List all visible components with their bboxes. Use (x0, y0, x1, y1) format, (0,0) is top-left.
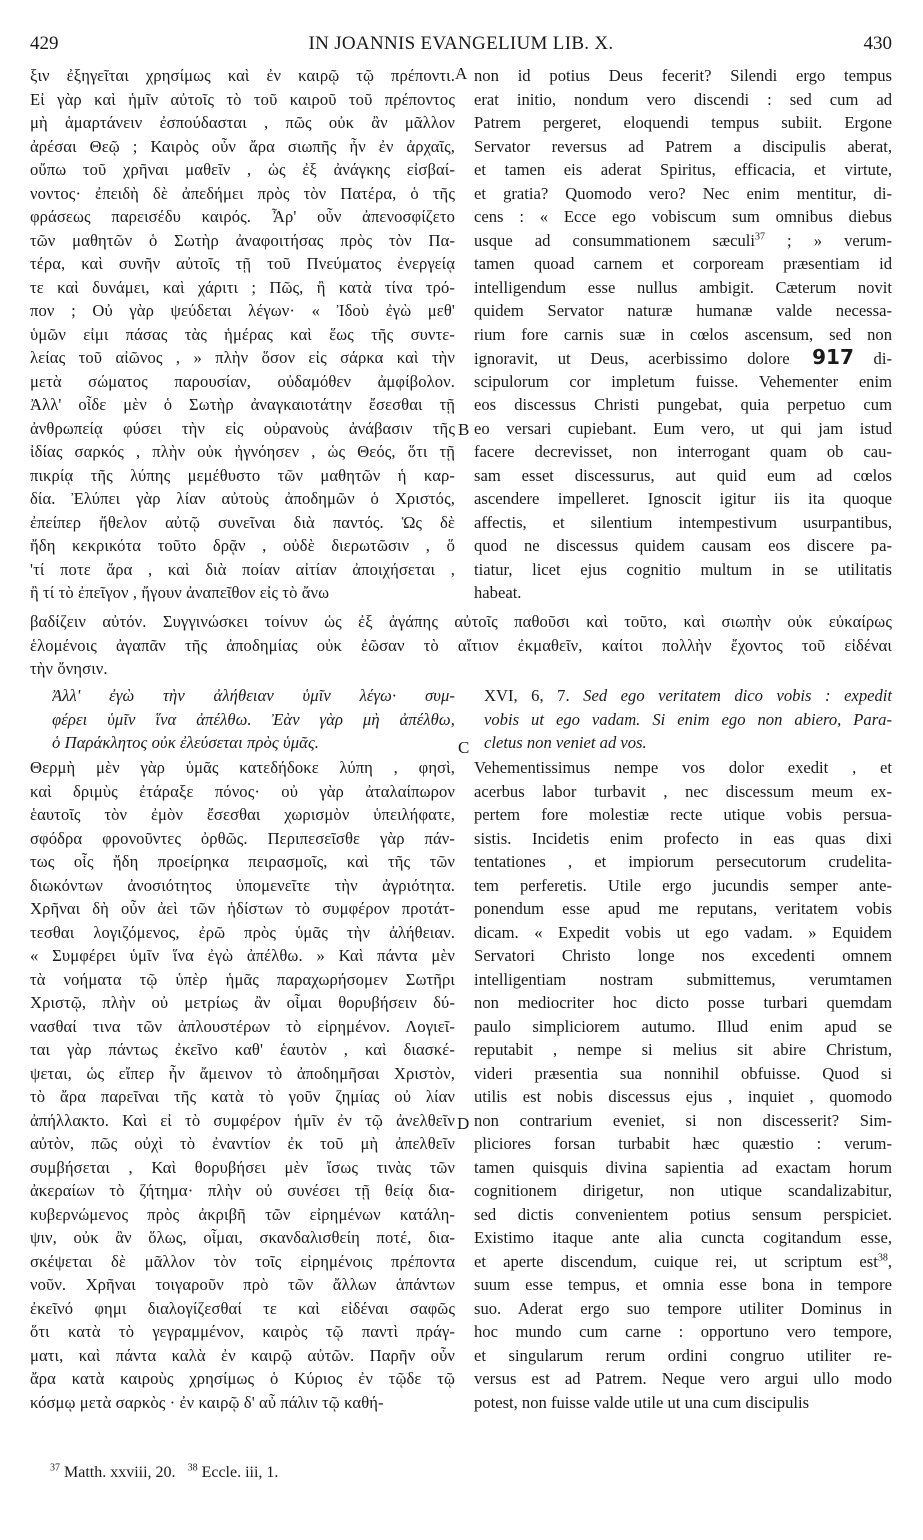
text-line: ψεται, ὡς εἴπερ ἦν ἄμεινον τὸ ἀποδημῆσαι Χριστὸν, (30, 1063, 455, 1083)
text-line: et tamen eis aderat Spiritus, efficacia, et virtute, (474, 160, 892, 179)
text-line: τὴν ὄνησιν. (30, 659, 108, 678)
greek-full-width-text (30, 610, 892, 681)
text-line: δία. Ἐλύπει γὰρ λίαν αὐτοὺς ἀποδημῶν ὁ Χριστός, (30, 489, 455, 508)
text-line: ψιν, οὐκ ἂν ὅλως, οἶμαι, σκανδαλισθείη ποτέ, δια- (30, 1228, 455, 1247)
text-line: Vehementissimus nempe vos dolor exedit , et (474, 758, 892, 777)
text-line: ἀνθρωπείᾳ φύσει τὴν εἰς οὐρανοὺς ἀνάβασιν τῆς (30, 418, 455, 438)
text-line: hoc mundo cum carne : opportuno vero tempore, (474, 1322, 892, 1341)
text-line: ἀκεραίων τὸ ζήτημα· πλὴν οὐ συνέσει τῇ θείᾳ δια- (30, 1181, 455, 1200)
text-line: versus est ad Patrem. Neque vero argui ullo modo (474, 1369, 892, 1388)
text-line: non contrarium eveniet, si non discesserit? Sim- (474, 1110, 892, 1130)
text-line: eo versari cupiebant. Eum vero, ut qui jam istud (474, 418, 892, 438)
text-line: ἰδίας σαρκός , πλὴν οὐκ ἠγνόησεν , ὡς Θεός, ὅτι τῇ (30, 442, 455, 461)
text-line: pertem fore molestiæ recte utique vobis persua- (474, 805, 892, 824)
text-line: καὶ δριμὺς ἐτάραξε πόνος· οὐ γὰρ ἀταλαίπωρον (30, 781, 455, 801)
greek-section-heading (52, 684, 455, 755)
margin-marker-a: A (455, 64, 468, 83)
text-line: Χριστῷ, πλὴν οὐ μετρίως ἂν οἶμαι θορυβήσειν δύ- (30, 993, 455, 1012)
text-line: tem perferetis. Utile ergo jucundis semper ante- (474, 875, 892, 895)
text-line: vobis ut ego vadam. Si enim ego non abiero, Para- (484, 709, 892, 729)
text-line: tentationes , et impiorum persecutorum crudelita- (474, 852, 892, 871)
text-line: et aperte discendum, cuique rei, ut scriptum est$^{38}$, (474, 1251, 892, 1271)
text-line: suo. Aderat ergo suo tempore utiliter Dominus in (474, 1298, 892, 1318)
text-line: τέρα, καὶ συνῆν αὐτοῖς τῇ τοῦ Πνεύματος ἐνεργείᾳ (30, 254, 455, 273)
text-line: cognitionem dirigetur, non utique scandalizabitur, (474, 1181, 892, 1200)
text-line: erat initio, nondum vero discendi : sed cum ad (474, 89, 892, 109)
text-line: σκέψεται δὲ μᾶλλον τὸν τοῖς εἰρημένοις πρέποντα (30, 1251, 455, 1271)
text-line: affectis, et silentium intempestivum usurpantibus, (474, 512, 892, 532)
text-line: Servatori Christo longe nos excedenti omnem (474, 946, 892, 965)
text-line: sistis. Incidetis enim profecto in eas quas dixi (474, 828, 892, 848)
footnote-ref-mark-38: 38 (877, 1251, 888, 1263)
text-line: φράσεως παρεισέδυ καιρός. Ἆρ' οὖν ἀπενοσφίζετο (30, 207, 455, 226)
greek-column-top (30, 64, 455, 605)
text-line: ponendum esse apud me reputans, veritatem vobis (474, 899, 892, 918)
text-line: τως οἷς ἤδη προείρηκα πειρασμοῖς, καὶ τῆς τῶν (30, 852, 455, 871)
text-line: « Συμφέρει ὑμῖν ἵνα ἐγὼ ἀπέλθω. » Καὶ πάντα μὲν (30, 946, 455, 965)
text-line: intelligendum esse nullus ambigit. Cæterum novit (474, 277, 892, 297)
text-line: rium fore carnis suæ in cœlos ascensum, sed non (474, 324, 892, 344)
hyphenated-fragment: di- (853, 349, 892, 368)
text-line: διωκόντων ἀνοσιότητος ὑπομενεῖτε τὴν ἀγριότητα. (30, 875, 455, 895)
text-line: πον ; Οὐ γὰρ ψεύδεται λέγων· « Ἰδοὺ ἐγὼ μεθ' (30, 301, 455, 320)
text-line: dicam. « Expedit vobis ut ego vadam. » Equidem (474, 922, 892, 942)
text-line: et singularum rerum ordini congruo utiliter re- (474, 1345, 892, 1365)
text-line: Χρῆναι δὴ οὖν ἀεὶ τῶν ἡδίστων τὸ συμφέρον προτάτ- (30, 899, 455, 918)
text-line: XVI, 6, 7. Sed ego veritatem dico vobis : expedit (484, 686, 892, 705)
text-line: ἑαυτοῖς τὸν ἐμὸν ἔσεσθαι χωρισμὸν ὑπειλήφατε, (30, 805, 455, 824)
text-line: intelligentiam nostram submittemus, verumtamen (474, 969, 892, 989)
text-line: σφόδρα φρονοῦντες ὀρθῶς. Περιπεσεῖσθε γὰρ πάν- (30, 828, 455, 848)
text-line: potest, non fuisse valde utile ut una cum discipulis (474, 1392, 810, 1412)
text-line: Ἀλλ' οἶδε μὲν ὁ Σωτὴρ ἀναγκαιοτάτην ἔσεσθαι τῇ (30, 395, 455, 414)
text-line: tamen quisquis divina sapientia ad exactam horum (474, 1157, 892, 1177)
text-line: Εἰ γὰρ καὶ ἡμῖν αὐτοῖς τὸ τοῦ καιροῦ τοῦ πρέποντος (30, 89, 455, 109)
text-line: eos discessus Christi pungebat, quia perpetuo cum (474, 395, 892, 414)
text-line: videri præsentia sua nonnihil obfuisse. Quod si (474, 1063, 892, 1083)
text-line: ἐπείπερ ἤθελον αὐτῷ συνεῖναι διὰ παντός. Ὡς δὲ (30, 512, 455, 532)
footnote-mark-37: 37 (50, 1462, 60, 1474)
text-line: τῶν μαθητῶν ὁ Σωτὴρ ἀναφοιτήσας πρὸς τὸν Πα- (30, 230, 455, 250)
text-line: οὔπω τοῦ χρῆναι μαθεῖν , ὡς ἐξ ἀνάγκης εἰσβαί- (30, 160, 455, 179)
text-line: ἀρέσαι Θεῷ ; Καιρὸς οὖν ἄρα σιωπῆς ἦν ἐν ἀρχαῖς, (30, 136, 455, 156)
text-line: tamen quoad carnem et corpoream præsentiam id (474, 254, 892, 273)
text-line: non id potius Deus fecerit? Silendi ergo tempus (474, 66, 892, 85)
text-line: νοῦν. Χρῆναι τοιγαροῦν πρὸ τῶν ἄλλων ἁπάντων (30, 1275, 455, 1294)
text-line: ignoravit, ut Deus, acerbissimo dolore 917 di- (474, 346, 892, 369)
text-line: utilis est nobis discessus ejus , inquiet , quomodo (474, 1087, 892, 1106)
text-line: suum esse tempus, et omnia esse bona in tempore (474, 1275, 892, 1294)
running-title: IN JOANNIS EVANGELIUM LIB. X. (308, 33, 614, 54)
text-line: Θερμὴ μὲν γὰρ ὑμᾶς κατεδήδοκε λύπη , φησὶ, (30, 758, 455, 777)
text-line: facere decrevisset, non interrogant quam ob cau- (474, 442, 892, 461)
text-line: scipulorum cor impletum fuisse. Vehementer enim (474, 371, 892, 391)
text-line: ἢ τί τὸ ἐπεῖγον , ἤγουν ἀναπεῖθον εἰς τὸ ἄνω (30, 583, 330, 602)
text-line: ἀπήλλακτο. Καὶ εἰ τὸ συμφέρον ἡμῖν ἐν τῷ ἀνελθεῖν (30, 1110, 455, 1130)
text-line: ἑλομένοις ἀγαπᾶν τῆς ἀποδημίας οὐκ ἐῶσαν τὸ αἴτιον ἐκμαθεῖν, καίτοι πολλὴν ἔχοντος τοῦ εἰδέναι (30, 635, 892, 655)
text-line: ται γὰρ πάντως ἐκεῖνο καθ' ἑαυτὸν , καὶ διασκέ- (30, 1040, 455, 1059)
text-line: ξιν ἐξηγεῖται χρησίμως καὶ ἐν καιρῷ τῷ πρέποντι. (30, 66, 455, 85)
margin-marker-d: D (457, 1114, 470, 1133)
text-line: acerbus labor turbavit , nec discessum meum ex- (474, 781, 892, 801)
text-line: τε καὶ δυνάμει, καὶ χάριτι ; Πῶς, ἢ κατὰ τίνα τρό- (30, 277, 455, 297)
text-line: νασθαί τινα τῶν ἀπλουστέρων τὸ εἰρημένον. Λογιεῖ- (30, 1016, 455, 1036)
text-line: μετὰ σώματος παρουσίαν, οὐδαμόθεν ἀμφίβολον. (30, 371, 455, 391)
text-line: ὅτι κατὰ τὸ γεγραμμένον, καιρὸς τῷ παντὶ πράγ- (30, 1322, 455, 1341)
text-line: κυβερνώμενος πρὸς ἀκριβῆ τῶν εἰρημένων κατάλη- (30, 1204, 455, 1224)
text-line: αὐτὸν, πῶς οὐχὶ τὸ ἐναντίον ἐκ τοῦ μὴ ἀπελθεῖν (30, 1134, 455, 1153)
footnote-ref-1: Matth. xxviii, 20. (64, 1464, 176, 1481)
text-line: ascendere impelleret. Ignoscit igitur iis ita quoque (474, 489, 892, 508)
text-line: Ἀλλ' ἐγὼ τὴν ἀλήθειαν ὑμῖν λέγω· συμ- (52, 686, 455, 705)
text-line: πικρίᾳ τῆς λύπης μεμέθυστο τῶν μαθητῶν ἡ καρ- (30, 465, 455, 485)
text-line: βαδίζειν αὐτόν. Συγγινώσκει τοίνυν ὡς ἐξ ἀγάπης αὐτοῖς παθοῦσι καὶ τοῦτο, καὶ σιωπὴν οὐκ εὐκαίρως (30, 612, 892, 631)
text-line: Patrem pergeret, eloquendi tempus subiit. Ergone (474, 113, 892, 132)
text-line: et gratia? Quomodo vero? Nec enim mentitur, di- (474, 183, 892, 203)
text-line: λείας τοῦ αἰῶνος , » πλὴν ὅσον εἰς σάρκα καὶ τὴν (30, 348, 455, 367)
text-line: sam esset discessurus, aut quid eum ad cœlos (474, 465, 892, 485)
text-line: non mediocriter hoc dicto posse turbari quemdam (474, 993, 892, 1012)
text-line: usque ad consummationem sæculi$^{37}$ ; » verum- (474, 230, 892, 250)
footnote-ref-2: Eccle. iii, 1. (201, 1464, 279, 1481)
latin-column-top (474, 64, 892, 605)
text-line: συμβήσεται , Καὶ θορυβήσει μὲν ἴσως τινὰς τῶν (30, 1157, 455, 1177)
text-line: φέρει ὑμῖν ἵνα ἀπέλθω. Ἐὰν γὰρ μὴ ἀπέλθω, (52, 709, 455, 729)
margin-marker-b: B (458, 420, 470, 439)
latin-section-heading (484, 684, 892, 755)
text-line: ὑμῶν εἰμι πάσας τὰς ἡμέρας καὶ ἕως τῆς συντε- (30, 324, 455, 344)
text-line: quidem Servator naturæ humanæ valde necessa- (474, 301, 892, 320)
text-line: τὰ νοήματα τῷ ὑπὲρ ἡμᾶς παραχωρήσομεν Σωτῆρι (30, 969, 455, 989)
footnote-mark-38: 38 (187, 1462, 198, 1474)
text-line: quod ne discessus quidem causam eos discere pa- (474, 536, 892, 555)
text-line: ἄρα κατὰ καιροὺς χρησίμως ὁ Κύριος ἐν τῷδε τῷ (30, 1369, 455, 1388)
text-line: pliciores forsan turbabit hæc quæstio : verum- (474, 1134, 892, 1153)
text-line: μὴ ἁμαρτάνειν ἐσπούδασται , πῶς οὐκ ἂν μᾶλλον (30, 113, 455, 132)
margin-marker-c: C (458, 738, 470, 757)
page-number-right: 430 (863, 33, 892, 54)
column-number: 917 (789, 346, 854, 369)
latin-column-bottom (474, 756, 892, 1414)
text-line: habeat. (474, 583, 522, 602)
text-line: νοντος· ἐπειδὴ δὲ ἀπεδήμει πρὸς τὸν Πατέρα, ὁ τῆς (30, 183, 455, 203)
running-header (30, 33, 892, 59)
text-line: τὸ ἄρα παρεῖναι τῆς κατὰ τὸ γοῦν ζημίας οὐ λίαν (30, 1087, 455, 1106)
text-line: Servator reversus ad Patrem a discipulis aberat, (474, 136, 892, 156)
text-line: τεσθαι λογιζόμενος, ἐρῶ πρὸς ὑμᾶς τὴν ἀλήθειαν. (30, 922, 455, 942)
text-line: ἐκεῖνό φημι διαλογίζεσθαί τε καὶ εἰδέναι σαφῶς (30, 1298, 455, 1318)
text-line: tiatur, licet ejus cognitio multum in se utilitatis (474, 559, 892, 579)
text-line: reputabit , nempe si melius sit abire Christum, (474, 1040, 892, 1059)
text-line: cletus non veniet ad vos. (484, 733, 647, 752)
greek-column-bottom (30, 756, 455, 1414)
text-line: ματι, καὶ πάντα καλὰ ἐν καιρῷ αὐτῶν. Παρῆν οὖν (30, 1345, 455, 1365)
text-line: 'τί ποτε ἄρα , καὶ διὰ ποίαν αἰτίαν ἀποιχήσεται , (30, 559, 455, 579)
footnote-ref-mark-37: 37 (754, 230, 765, 242)
text-line: paulo simpliciorem autumo. Illud enim apud se (474, 1016, 892, 1036)
footnotes (50, 1464, 278, 1482)
text-line: ἤδη κεκρικότα τοῦτο δρᾷν , οὐδὲ διερωτῶσιν , ὅ (30, 536, 455, 555)
text-line: κόσμῳ μετὰ σαρκὸς · ἐν καιρῷ δ' αὖ πάλιν τῷ καθή- (30, 1392, 384, 1412)
text-line: ὁ Παράκλητος οὐκ ἐλεύσεται πρὸς ὑμᾶς. (52, 733, 320, 752)
text-line: cens : « Ecce ego vobiscum sum omnibus diebus (474, 207, 892, 226)
page-number-left: 429 (30, 33, 59, 54)
text-line: Existimo itaque ante alia cuncta cogitandum esse, (474, 1228, 892, 1247)
verse-reference: XVI, 6, 7. (484, 686, 584, 705)
text-line: sed dictis convenientem potius sensum perspiciet. (474, 1204, 892, 1224)
